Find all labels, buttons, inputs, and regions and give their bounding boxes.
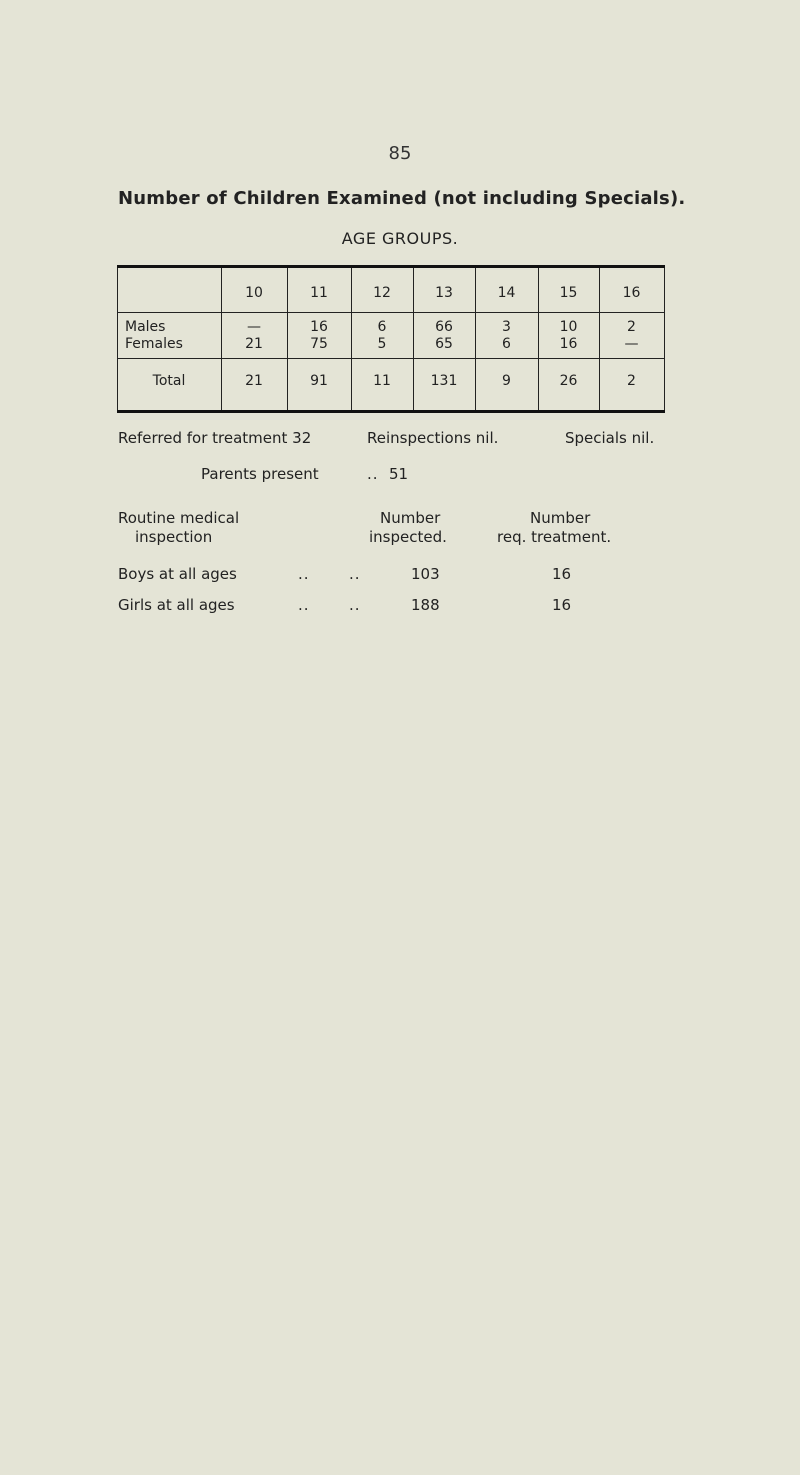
inspection-row-inspected: 103 [411, 565, 440, 583]
females-cell: 16 [559, 336, 578, 352]
age-header: 11 [310, 285, 328, 301]
inspection-row-dots: .. [349, 565, 361, 583]
total-cell: 2 [627, 373, 636, 389]
inspection-row-label: Girls at all ages [118, 596, 235, 614]
inspection-row-label: Boys at all ages [118, 565, 237, 583]
females-cell: 5 [377, 336, 387, 352]
females-cell: 21 [245, 336, 263, 352]
total-cell: 11 [373, 373, 391, 389]
males-cell: 3 [502, 319, 511, 335]
inspection-row-treatment: 16 [552, 565, 572, 583]
inspection-row-dots: .. [349, 596, 361, 614]
specials: Specials nil. [565, 429, 655, 447]
inspection-row-treatment: 16 [552, 596, 572, 614]
age-header: 13 [435, 285, 453, 301]
males-cell: 10 [559, 319, 578, 335]
referred-for-treatment: Referred for treatment 32 [118, 429, 312, 447]
parents-present-dots: .. [367, 465, 379, 483]
inspection-row-dots: .. [298, 565, 310, 583]
age-header: 10 [245, 285, 263, 301]
reinspections: Reinspections nil. [367, 429, 499, 447]
row-label-total: Total [152, 373, 186, 389]
inspection-header-col1-line1: Routine medical [118, 509, 240, 527]
males-cell: — [247, 319, 261, 335]
age-header: 16 [622, 285, 641, 301]
page-title: Number of Children Examined (not including Specials). [118, 188, 686, 209]
total-cell: 131 [430, 373, 458, 389]
males-cell: 2 [627, 319, 636, 335]
inspection-header-col2-line2: inspected. [369, 528, 447, 546]
inspection-header-col3-line1: Number [530, 509, 591, 527]
males-cell: 16 [310, 319, 328, 335]
parents-present-label: Parents present [201, 465, 319, 483]
females-cell: 6 [502, 336, 511, 352]
females-cell: 65 [435, 336, 453, 352]
age-header: 14 [497, 285, 516, 301]
inspection-row-dots: .. [298, 596, 310, 614]
row-label-males: Males [125, 319, 166, 335]
age-header: 12 [373, 285, 391, 301]
total-cell: 26 [559, 373, 578, 389]
total-cell: 21 [245, 373, 263, 389]
inspection-header-col2-line1: Number [380, 509, 441, 527]
inspection-header-col3-line2: req. treatment. [497, 528, 612, 546]
females-cell: — [624, 336, 639, 352]
age-header: 15 [559, 285, 578, 301]
males-cell: 66 [435, 319, 453, 335]
females-cell: 75 [310, 336, 328, 352]
inspection-row-inspected: 188 [411, 596, 440, 614]
parents-present-value: 51 [389, 465, 409, 483]
total-cell: 9 [502, 373, 511, 389]
age-groups-table [117, 265, 665, 413]
age-groups-subtitle: AGE GROUPS. [341, 229, 459, 248]
inspection-header-col1-line2: inspection [135, 528, 213, 546]
males-cell: 6 [377, 319, 387, 335]
row-label-females: Females [125, 336, 183, 352]
page-number: 85 [388, 143, 412, 164]
total-cell: 91 [310, 373, 328, 389]
